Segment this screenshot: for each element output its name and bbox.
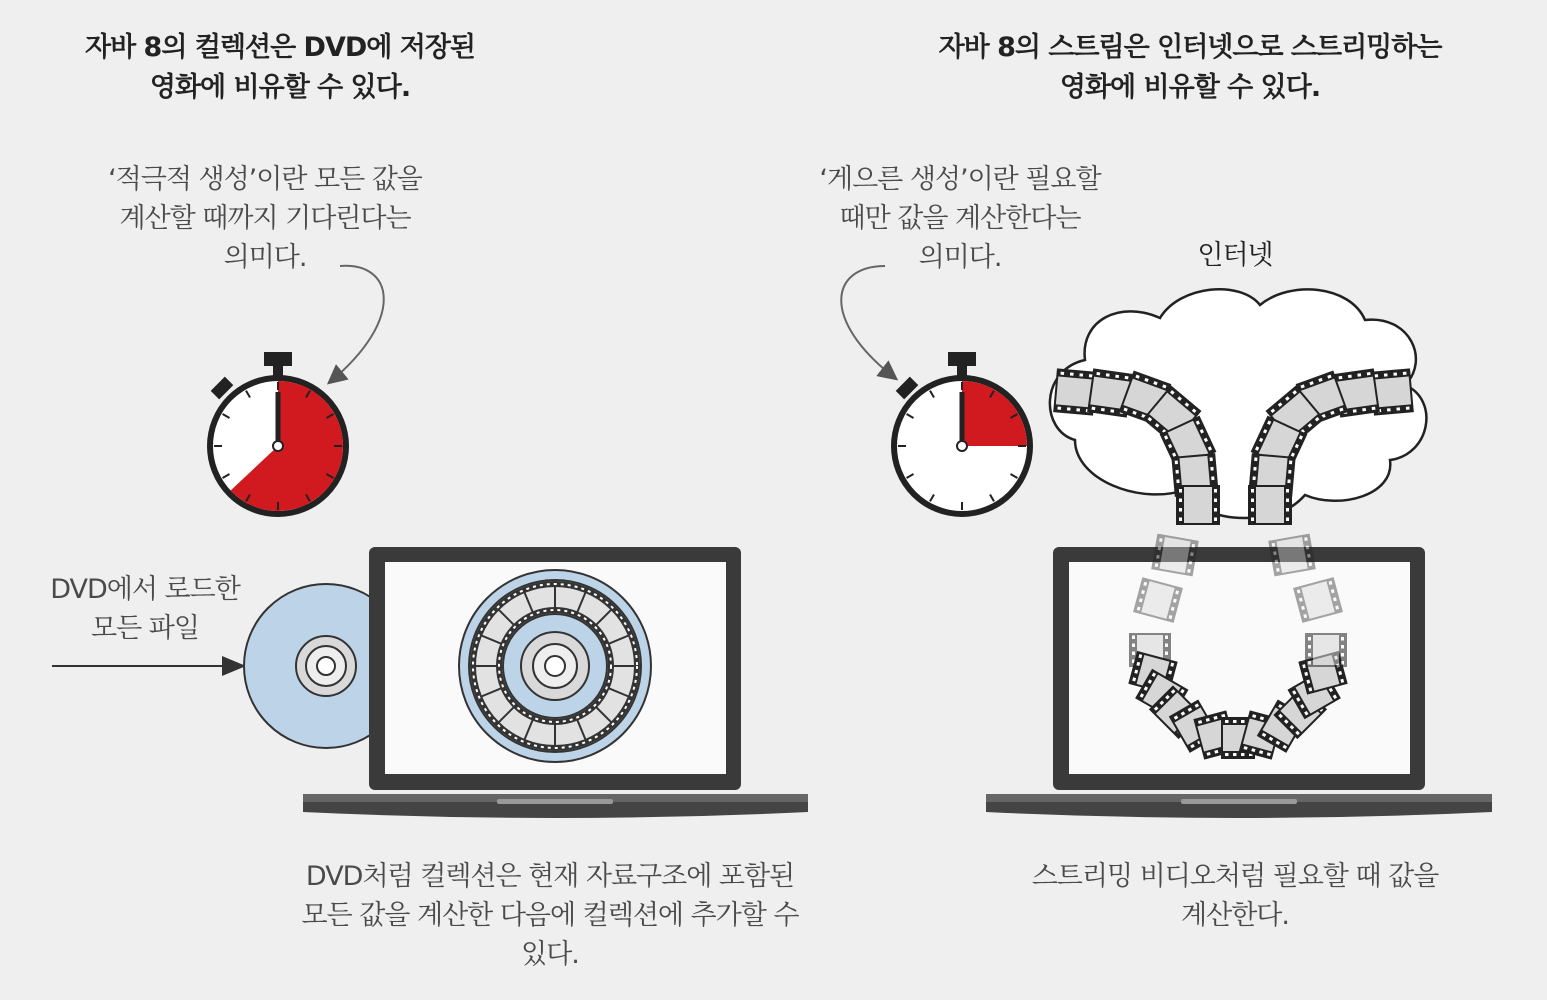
internet-label: 인터넷 [1197,240,1273,271]
left-title: 자바 8의 컬렉션은 DVD에 저장된 영화에 비유할 수 있다. [84,32,475,103]
dvd-film-reel-icon [459,570,651,762]
lazy-arrow [841,266,895,378]
lazy-stopwatch-icon [894,352,1030,514]
right-laptop-icon [986,547,1492,818]
eager-stopwatch-icon [210,352,346,514]
right-title: 자바 8의 스트림은 인터넷으로 스트리밍하는 영화에 비유할 수 있다. [938,32,1442,103]
dvd-label: DVD에서 로드한 모든 파일 [50,574,240,644]
left-caption: DVD처럼 컬렉션은 현재 자료구조에 포함된 모든 값을 계산한 다음에 컬렉션에 추가할 수 있다. [301,861,799,970]
eager-note: ‘적극적 생성’이란 모든 값을 계산할 때까지 기다린다는 의미다. [108,164,422,273]
eager-arrow [330,266,384,382]
lazy-timer-sector [962,381,1027,446]
lazy-note: ‘게으른 생성’이란 필요할 때만 값을 계산한다는 의미다. [819,164,1101,273]
right-caption: 스트리밍 비디오처럼 필요할 때 값을 계산한다. [1031,861,1439,931]
